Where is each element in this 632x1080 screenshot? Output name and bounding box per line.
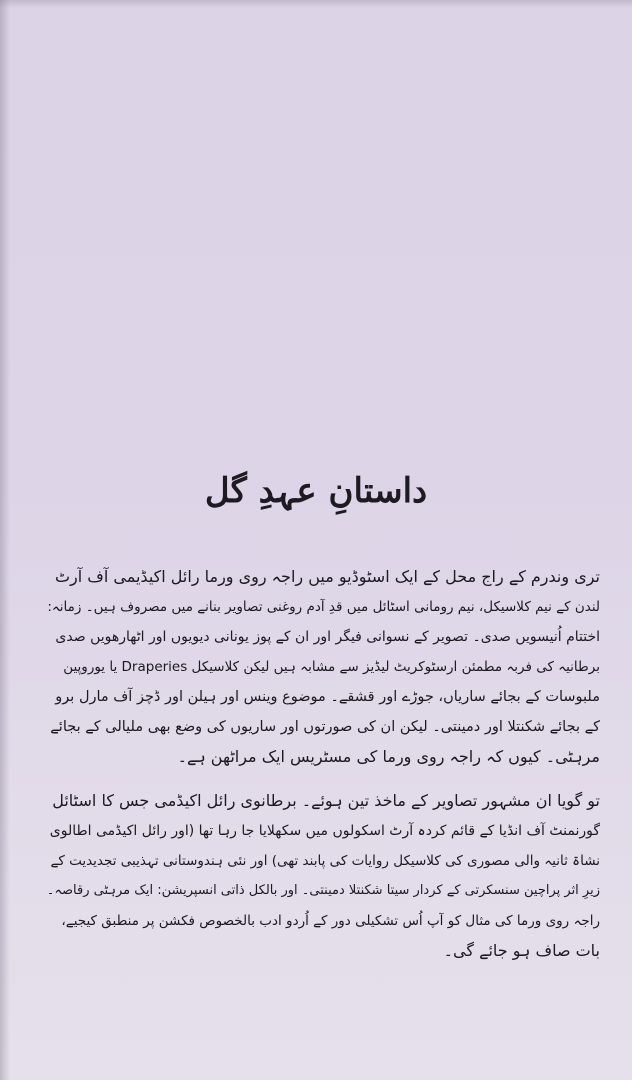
text-line: اختتام اُنیسویں صدی۔ تصویر کے نسوانی فیگر اور ان کے پوز یونانی دیویوں اور اٹھارھویں صدی: [55, 629, 600, 645]
text-line: بات صاف ہو جائے گی۔: [443, 941, 600, 960]
page-top-shadow: [0, 0, 632, 8]
text-line: گورنمنٹ آف انڈیا کے قائم کردہ آرٹ اسکولوں میں سکھلایا جا رہا تھا (اور رائل اکیڈمی اطالوی: [49, 823, 600, 839]
text-line: زیرِ اثر پراچین سنسکرتی کے کردار سیتا شکنتلا دمینتی۔ اور بالکل ذاتی انسپریشن: ایک مرہٹی رقاصہ۔: [46, 883, 600, 898]
paragraph-2: [44, 786, 600, 966]
text-line: برطانیہ کی فربہ مطمئن ارسٹوکریٹ لیڈیز سے مشابہ ہیں لیکن کلاسیکل Draperies یا یوروپین: [63, 659, 600, 675]
page-binding-shadow: [0, 0, 10, 1080]
text-line: لندن کے نیم کلاسیکل، نیم رومانی اسٹائل میں قدِ آدم روغنی تصاویر بنانے میں مصروف ہیں۔ زمانہ:: [47, 599, 600, 615]
text-line: مرہٹی۔ کیوں کہ راجہ روی ورما کی مسٹریس ایک مراٹھن ہے۔: [177, 747, 600, 766]
chapter-title: داستانِ عہدِ گل: [204, 471, 428, 511]
text-line: تو گویا ان مشہور تصاویر کے ماخذ تین ہوئے۔ برطانوی رائل اکیڈمی جس کا اسٹائل: [52, 791, 600, 810]
text-line: ملبوسات کے بجائے ساریاں، جوڑے اور قشقے۔ موضوع وینس اور ہیلن اور ڈچز آف مارل برو: [55, 689, 600, 705]
text-line: تری وندرم کے راج محل کے ایک اسٹوڈیو میں راجہ روی ورما رائل اکیڈیمی آف آرٹ: [54, 567, 600, 586]
text-line: کے بجائے شکنتلا اور دمینتی۔ لیکن ان کی صورتوں اور ساریوں کی وضع بھی ملیالی کے بجائے: [50, 719, 600, 735]
paragraph-1: [44, 562, 600, 772]
text-line: راجہ روی ورما کی مثال کو آپ اُس تشکیلی دور کے اُردو ادب بالخصوص فکشن پر منطبق کیجیے،: [61, 913, 600, 929]
body-text: [44, 562, 600, 966]
text-line: نشاۃ ثانیہ والی مصوری کی کلاسیکل روایات کی پابند تھی) اور نئی ہندوستانی تہذیبی تجدیدیت کے: [50, 853, 600, 869]
